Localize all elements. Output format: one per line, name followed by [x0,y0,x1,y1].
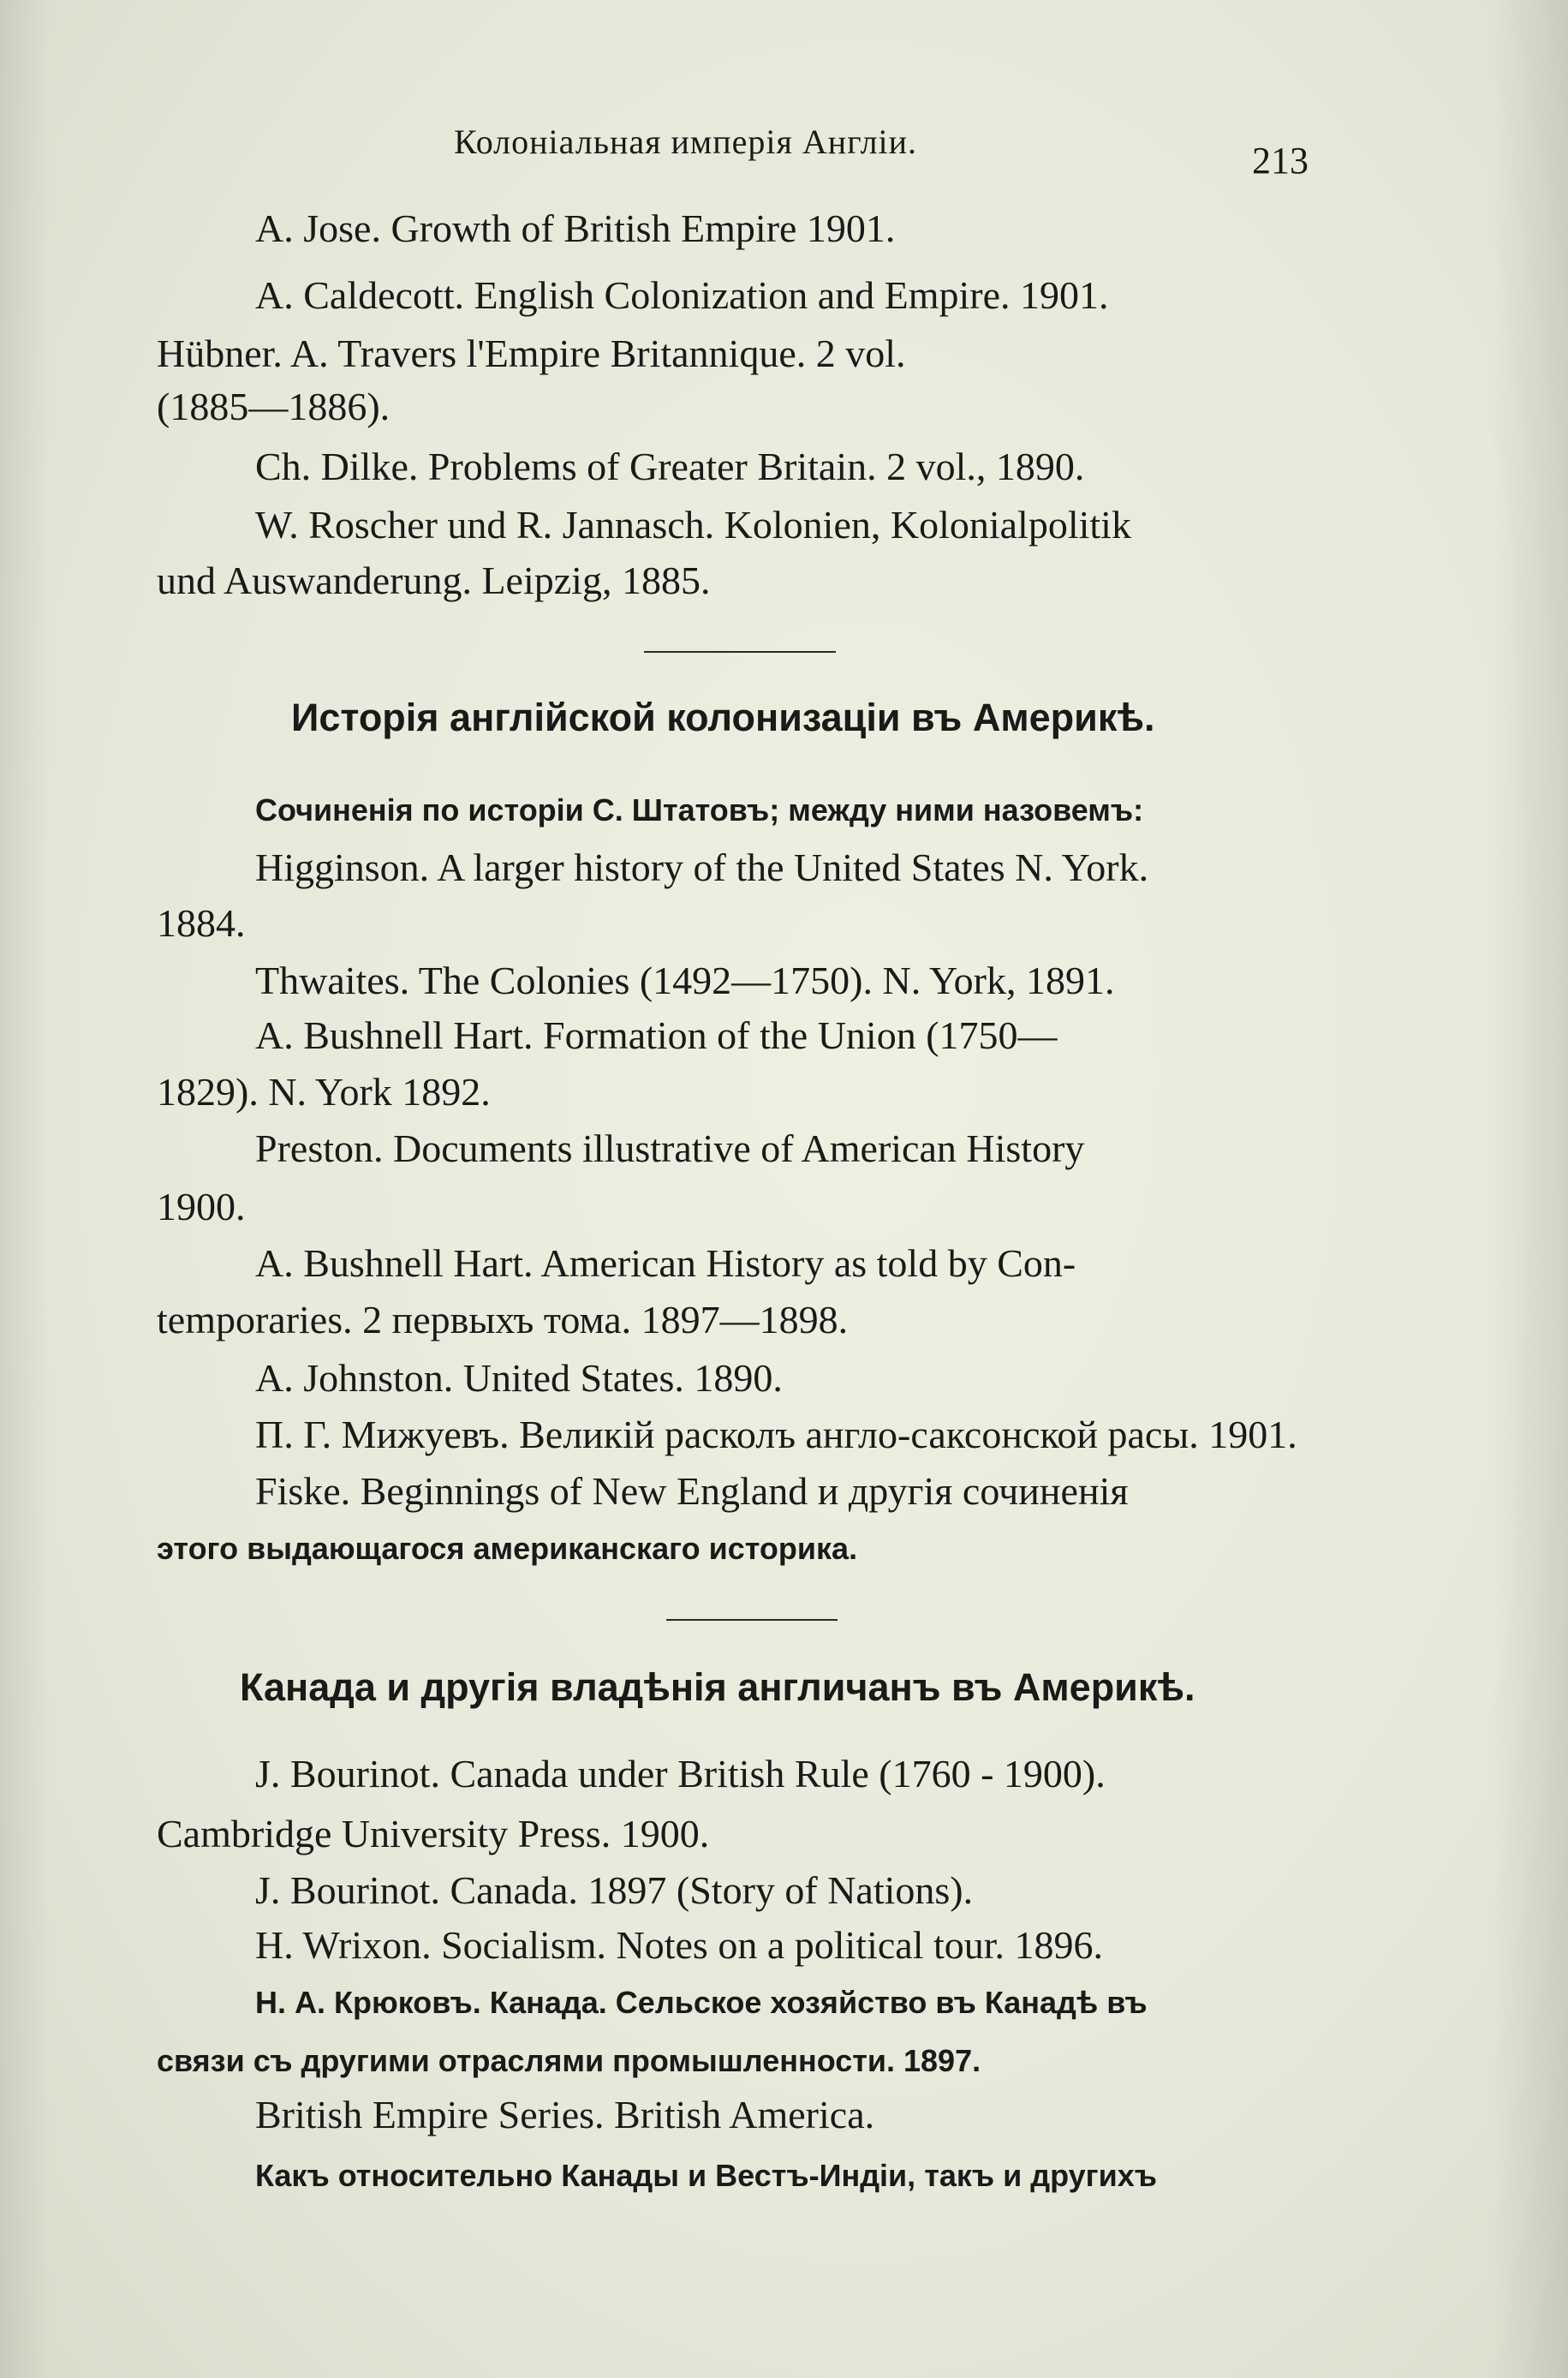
reference-line: 1829). N. York 1892. [157,1070,491,1114]
reference-line: A. Bushnell Hart. Formation of the Union (1750— [255,1013,1058,1057]
reference-line: A. Johnston. United States. 1890. [255,1356,783,1400]
section-heading-canada: Канада и другія владѣнія англичанъ въ Америкѣ. [240,1665,1195,1709]
reference-line: Fiske. Beginnings of New England и другія сочиненія [255,1469,1129,1513]
reference-line: W. Roscher und R. Jannasch. Kolonien, Kolonialpolitik [255,503,1131,547]
reference-line: temporaries. 2 первыхъ тома. 1897—1898. [157,1298,849,1341]
section-divider [644,651,836,653]
reference-line: Hübner. A. Travers l'Empire Britannique. 2 vol. [157,332,906,375]
reference-line: Preston. Documents illustrative of American History [255,1126,1085,1170]
reference-line: A. Caldecott. English Colonization and Empire. 1901. [255,273,1109,317]
section-divider [666,1619,838,1621]
reference-line: und Auswanderung. Leipzig, 1885. [157,559,711,602]
reference-line: 1884. [157,901,246,945]
reference-line: (1885—1886). [157,385,391,428]
section-intro: Сочиненія по исторіи С. Штатовъ; между ними назовемъ: [255,792,1144,828]
reference-line: J. Bourinot. Canada. 1897 (Story of Nations). [255,1868,974,1912]
reference-line: связи съ другими отраслями промышленности. 1897. [157,2043,981,2078]
reference-line: J. Bourinot. Canada under British Rule (1760 - 1900). [255,1752,1106,1795]
reference-line: Higginson. A larger history of the United States N. York. [255,845,1149,889]
reference-line: 1900. [157,1185,246,1228]
reference-line: П. Г. Мижуевъ. Великій расколъ англо-саксонской расы. 1901. [255,1413,1297,1456]
reference-line: Какъ относительно Канады и Вестъ-Индіи, такъ и другихъ [255,2158,1158,2193]
page-edge-shadow-left [0,0,51,2378]
reference-line: Ch. Dilke. Problems of Greater Britain. 2 vol., 1890. [255,445,1085,488]
page-edge-shadow-right [1491,0,1568,2378]
page-number: 213 [1252,140,1309,182]
section-heading-america: Исторія англійской колонизаціи въ Америкѣ. [291,696,1155,739]
reference-line: этого выдающагося американскаго историка. [157,1531,858,1566]
reference-line: Thwaites. The Colonies (1492—1750). N. York, 1891. [255,959,1115,1002]
reference-line: H. Wrixon. Socialism. Notes on a political tour. 1896. [255,1923,1104,1967]
reference-line: A. Bushnell Hart. American History as told by Con- [255,1241,1076,1285]
reference-line: British Empire Series. British America. [255,2093,875,2136]
reference-line: Cambridge University Press. 1900. [157,1812,710,1855]
reference-line: Н. А. Крюковъ. Канада. Сельское хозяйство въ Канадѣ въ [255,1985,1148,2020]
reference-line: A. Jose. Growth of British Empire 1901. [255,206,896,250]
running-title: Колоніальная имперія Англіи. [454,122,918,161]
